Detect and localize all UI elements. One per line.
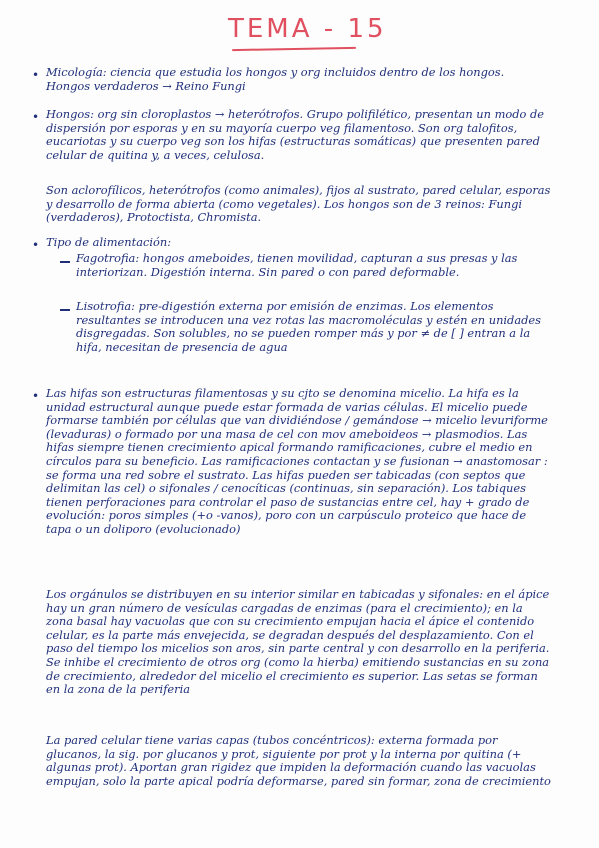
hongos-paragraph: Hongos: org sin cloroplastos → heterótrofos. Grupo polifilético, presentan un modo de dispersión por esporas y en su mayoría cuerpo veg filamentoso. Son org talofitos, eucariotas y su cuerpo veg son los hifas (estructuras somáticas) que presenten pared celular de quitina y, a veces, celulosa.	[46, 107, 545, 162]
fagotrofia-paragraph: Fagotrofia: hongos ameboides, tienen movilidad, capturan a sus presas y las interiorizan. Digestión interna. Sin pared o con pared deformable.	[76, 251, 518, 279]
hongos-paragraph-2: Son aclorofílicos, heterótrofos (como animales), fijos al sustrato, pared celular, esporas y desarrollo de forma abierta (como vegetales). Los hongos son de 3 reinos: Fungi (verdaderos), Protoctista, Chromista.	[46, 183, 551, 225]
page-title: TEMA - 15	[228, 14, 387, 44]
dash-lisotrofia	[60, 309, 70, 311]
title-underline	[232, 47, 356, 51]
bullet-micologia: •	[32, 68, 40, 82]
lisotrofia-paragraph: Lisotrofia: pre-digestión externa por emisión de enzimas. Los elementos resultantes se introducen una vez rotas las macromoléculas y estén en unidades disgregadas. Son solubles, no se pueden romper más y por ≠ de [ ] entran a la hifa, necesitan de presencia de agua	[76, 299, 542, 354]
bullet-tipo-alimentacion: •	[32, 238, 40, 252]
pared-celular-paragraph: La pared celular tiene varias capas (tubos concéntricos): externa formada por glucanos, la sig. por glucanos y prot, siguiente por prot y la interna por quitina (+ algunas prot). Aportan gran rigidez que impiden la deformación cuando las vacuolas empujan, solo la parte apical podría deformarse, pared sin formar, zona de crecimiento	[46, 733, 551, 788]
title-block	[228, 14, 387, 44]
bullet-hifas: •	[32, 389, 40, 403]
hifas-paragraph: Las hifas son estructuras filamentosas y su cjto se denomina micelio. La hifa es la unidad estructural aunque puede estar formada de varias células. El micelio puede formarse también por células que van dividiéndose / gemándose → micelio levuriforme (levaduras) o formado por una masa de cel con mov ameboideos → plasmodios. Las hifas siempre tienen crecimiento apical formando ramificaciones, cubre el medio en círculos para su beneficio. Las ramificaciones contactan y se fusionan → anastomosar : se forma una red sobre el sustrato. Las hifas pueden ser tabicadas (con septos que delimitan las cel) o sifonales / cenocíticas (continuas, sin separación). Los tabiques tienen perforaciones para controlar el paso de sustancias entre cel, hay + grado de evolución: poros simples (+o -vanos), poro con un carpúsculo proteico que hace de tapa o un doliporo (evolucionado)	[46, 386, 548, 536]
organulos-paragraph: Los orgánulos se distribuyen en su interior similar en tabicadas y sifonales: en el ápice hay un gran número de vesículas cargadas de enzimas (para el crecimiento); en la zona basal hay vacuolas que con su crecimiento empujan hacia el ápice el contenido celular, es la parte más envejecida, se degradan después del desplazamiento. Con el paso del tiempo los micelios son aros, sin parte central y con desarrollo en la periferia. Se inhibe el crecimiento de otros org (como la hierba) emitiendo sustancias en su zona de crecimiento, alrededor del micelio el crecimiento es superior. Las setas se forman en la zona de la periferia	[46, 587, 550, 697]
bullet-hongos: •	[32, 110, 40, 124]
tipo-alimentacion-heading: Tipo de alimentación:	[46, 235, 172, 249]
dash-fagotrofia	[60, 261, 70, 263]
micologia-paragraph: Micología: ciencia que estudia los hongos y org incluidos dentro de los hongos. Hongos verdaderos → Reino Fungi	[46, 65, 505, 93]
